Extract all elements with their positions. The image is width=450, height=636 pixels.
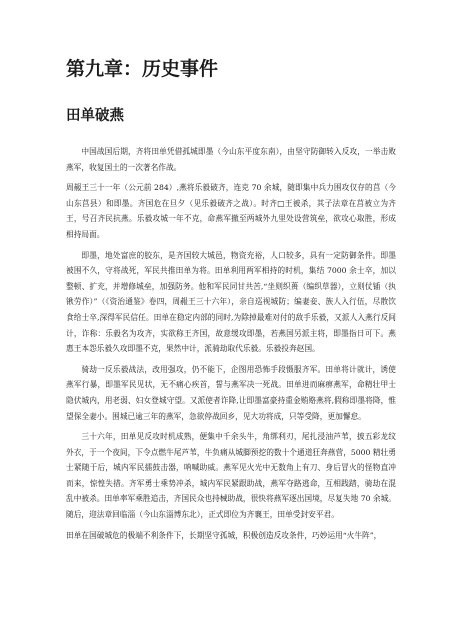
paragraph-siege: 周赧王三十一年（公元前 284）,燕将乐毅破齐，连克 70 余城，随即集中兵力围攻仅存的莒（今山东莒县）和即墨。齐国危在旦夕（见乐毅破齐之战）。时齐□王被杀，其子法章在莒被立为齐王，号召齐民抗燕。乐毅攻城一年不克，命燕军撤至两城外九里处设营筑垒，欲攻心取胜，形成相持局面。 (66, 183, 396, 239)
paragraph-deception: 骑劫一反乐毅战法，改用强攻，仍不能下，企图用恐怖手段慑服齐军。田单将计就计，诱使燕军行暴，即墨军民见状，无不痛心疾首，誓与燕军决一死战。田单进而麻痹燕军，命精壮甲士隐伏城内，用老弱、妇女登城守望。又派使者诈降,让即墨富豪持重金贿赂燕将,假称即墨将降，惟望保全妻小。围城已逾三年的燕军，急欲停战回乡，见大功将成，只等受降，更加懈怠。 (66, 364, 396, 421)
paragraph-fire-ox: 三十六年，田单见反攻时机成熟，便集中千余头牛，角绑利刃，尾扎浸油芦苇，披五彩龙纹外衣，于一个夜间，下令点燃牛尾芦苇，牛负痛从城脚预挖的数十个通道狂奔燕营，5000 精壮勇士紧随于后，城内军民擂鼓击器，呐喊助威。燕军见火光中无数角上有刀、身后冒火的怪物直冲而来，惊惶失措。齐军勇士乘势冲杀，城内军民紧跟助战，燕军夺路逃命，互相践踏，骑劫在混乱中被杀。田单率军乘胜追击，齐国民众也持械助战，很快将燕军逐出国境，尽复失地 70 余城。随后，迎法章回临淄（今山东淄博东北），正式即位为齐襄王，田单受封安平君。 (66, 432, 396, 520)
section-title: 田单破燕 (66, 108, 124, 124)
chapter-title: 第九章：历史事件 (66, 58, 219, 80)
paragraph-summary: 田单在国破城危的极端不利条件下，长期坚守孤城，积极创造反攻条件，巧妙运用“火牛阵”， (66, 530, 382, 540)
paragraph-jimo-defense: 即墨，地处富庶的胶东，是齐国较大城邑，物资充裕，人口较多，具有一定防御条件。即墨被围不久，守将战死，军民共推田单为将。田单利用两军相持的时机，集结 7000 余士卒，加以整顿、扩充，并增修城垒，加强防务。他和军民同甘共苦,“坐则织蒉（编织草器），立则仗锸（执锹劳作）”（《资治通鉴》卷四，周赧王三十六年），亲自巡视城防；编妻妾、族人入行伍，尽散饮食给士卒,深得军民信任。田单在稳定内部的同时,为除掉最难对付的敌手乐毅，又派人入燕行反间计，诈称：乐毅名为攻齐，实欲称王齐国，故意缓攻即墨，若燕国另派主将，即墨指日可下。燕惠王本怨乐毅久攻即墨不克，果然中计，派骑劫取代乐毅。乐毅投奔赵国。 (66, 250, 396, 354)
paragraph-intro: 中国战国后期，齐将田单凭借孤城即墨（今山东平度东南），由坚守防御转入反攻，一举击败燕军，收复国土的一次著名作战。 (66, 147, 396, 172)
